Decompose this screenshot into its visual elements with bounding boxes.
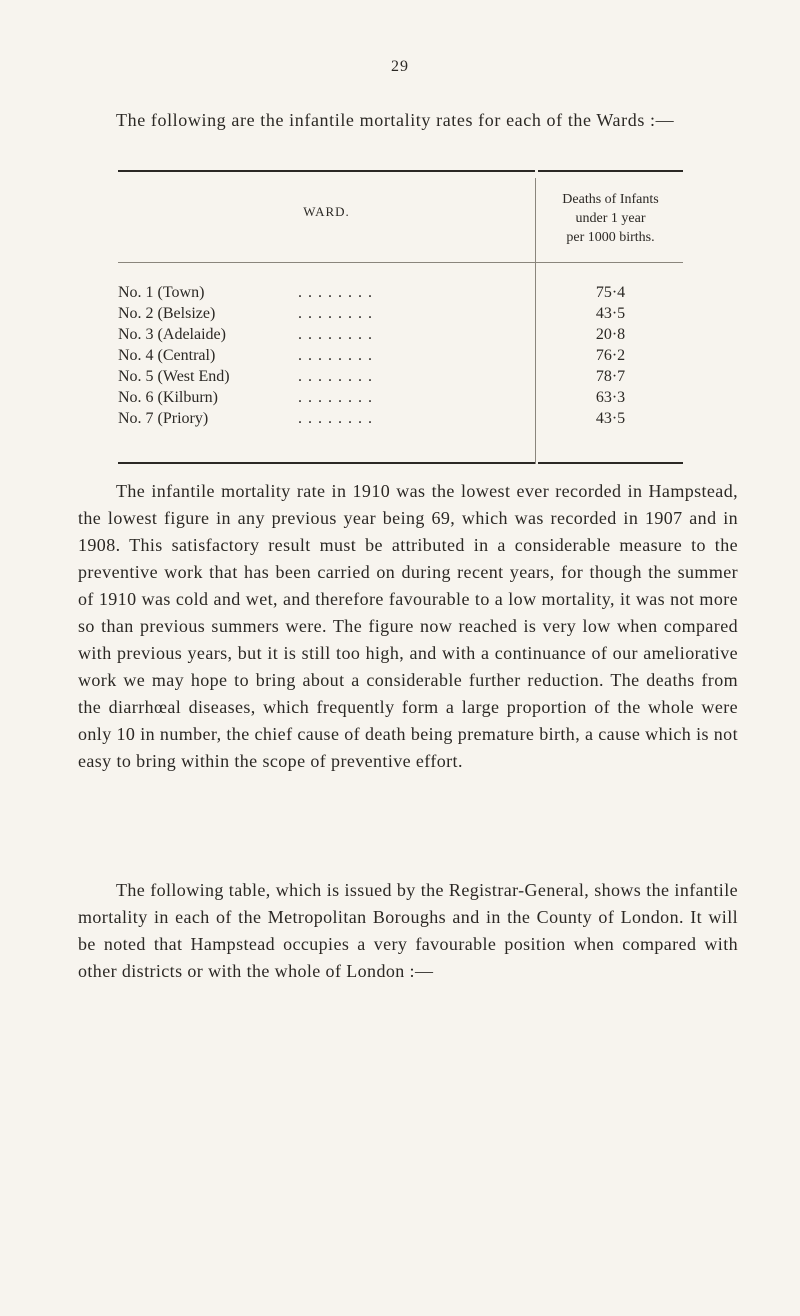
leader-dots: . . . . . . . . (298, 326, 373, 343)
leader-dots: . . . . . . . . (298, 368, 373, 385)
table-row (118, 324, 683, 345)
table-row (118, 303, 683, 324)
leader-dots: . . . . . . . . (298, 305, 373, 322)
table-body (118, 282, 683, 429)
table-row (118, 345, 683, 366)
body-paragraph: The following table, which is issued by the Registrar-General, shows the infantile mortality in each of the Metropolitan Boroughs and in the County of London. It will be noted that Hampstead occupies a very favourable position when compared with other districts or with the whole of London :— (78, 880, 738, 981)
ward-name: No. 4 (Central) (118, 347, 216, 364)
ward-name: No. 6 (Kilburn) (118, 389, 218, 406)
column-header-ward: WARD. (303, 204, 350, 219)
ward-name: No. 2 (Belsize) (118, 305, 216, 322)
ward-name: No. 7 (Priory) (118, 410, 209, 427)
table-row (118, 408, 683, 429)
leader-dots: . . . . . . . . (298, 389, 373, 406)
column-header-deaths-line: per 1000 births. (566, 230, 655, 245)
table-top-rule (118, 170, 535, 172)
leader-dots: . . . . . . . . (298, 347, 373, 364)
column-header-deaths (538, 190, 683, 247)
table-row (118, 387, 683, 408)
header-rule (118, 262, 683, 263)
mortality-rate: 76·2 (595, 347, 626, 364)
mortality-rate: 43·5 (595, 410, 626, 427)
mortality-rate: 20·8 (595, 326, 626, 343)
ward-name: No. 1 (Town) (118, 284, 205, 301)
leader-dots: . . . . . . . . (298, 284, 373, 301)
leader-dots: . . . . . . . . (298, 410, 373, 427)
mortality-rate: 75·4 (595, 284, 626, 301)
table-row (118, 282, 683, 303)
ward-name: No. 3 (Adelaide) (118, 326, 226, 343)
table-bottom-rule-right (538, 462, 683, 464)
mortality-rate: 43·5 (595, 305, 626, 322)
table-top-rule-right (538, 170, 683, 172)
intro-text: The following are the infantile mortality rates for each of the Wards :— (116, 110, 675, 130)
mortality-rate: 63·3 (595, 389, 626, 406)
page-number: 29 (391, 58, 409, 75)
ward-name: No. 5 (West End) (118, 368, 230, 385)
table-row (118, 366, 683, 387)
mortality-rate: 78·7 (595, 368, 626, 385)
column-header-deaths-line: under 1 year (575, 211, 646, 226)
column-header-deaths-line: Deaths of Infants (562, 192, 659, 207)
table-bottom-rule (118, 462, 535, 464)
body-paragraph: The infantile mortality rate in 1910 was the lowest ever recorded in Hampstead, the lowest figure in any previous year being 69, which was recorded in 1907 and in 1908. This satisfactory result must be attributed in a considerable measure to the preventive work that has been carried on during recent years, for though the summer of 1910 was cold and wet, and therefore favourable to a low mortality, it was not more so than previous summers were. The figure now reached is very low when compared with previous years, but it is still too high, and with a continuance of our ameliorative work we may hope to bring about a considerable further reduction. The deaths from the diarrhœal diseases, which frequently form a large proportion of the whole were only 10 in number, the chief cause of death being premature birth, a cause which is not easy to bring within the scope of preventive effort. (78, 481, 738, 771)
